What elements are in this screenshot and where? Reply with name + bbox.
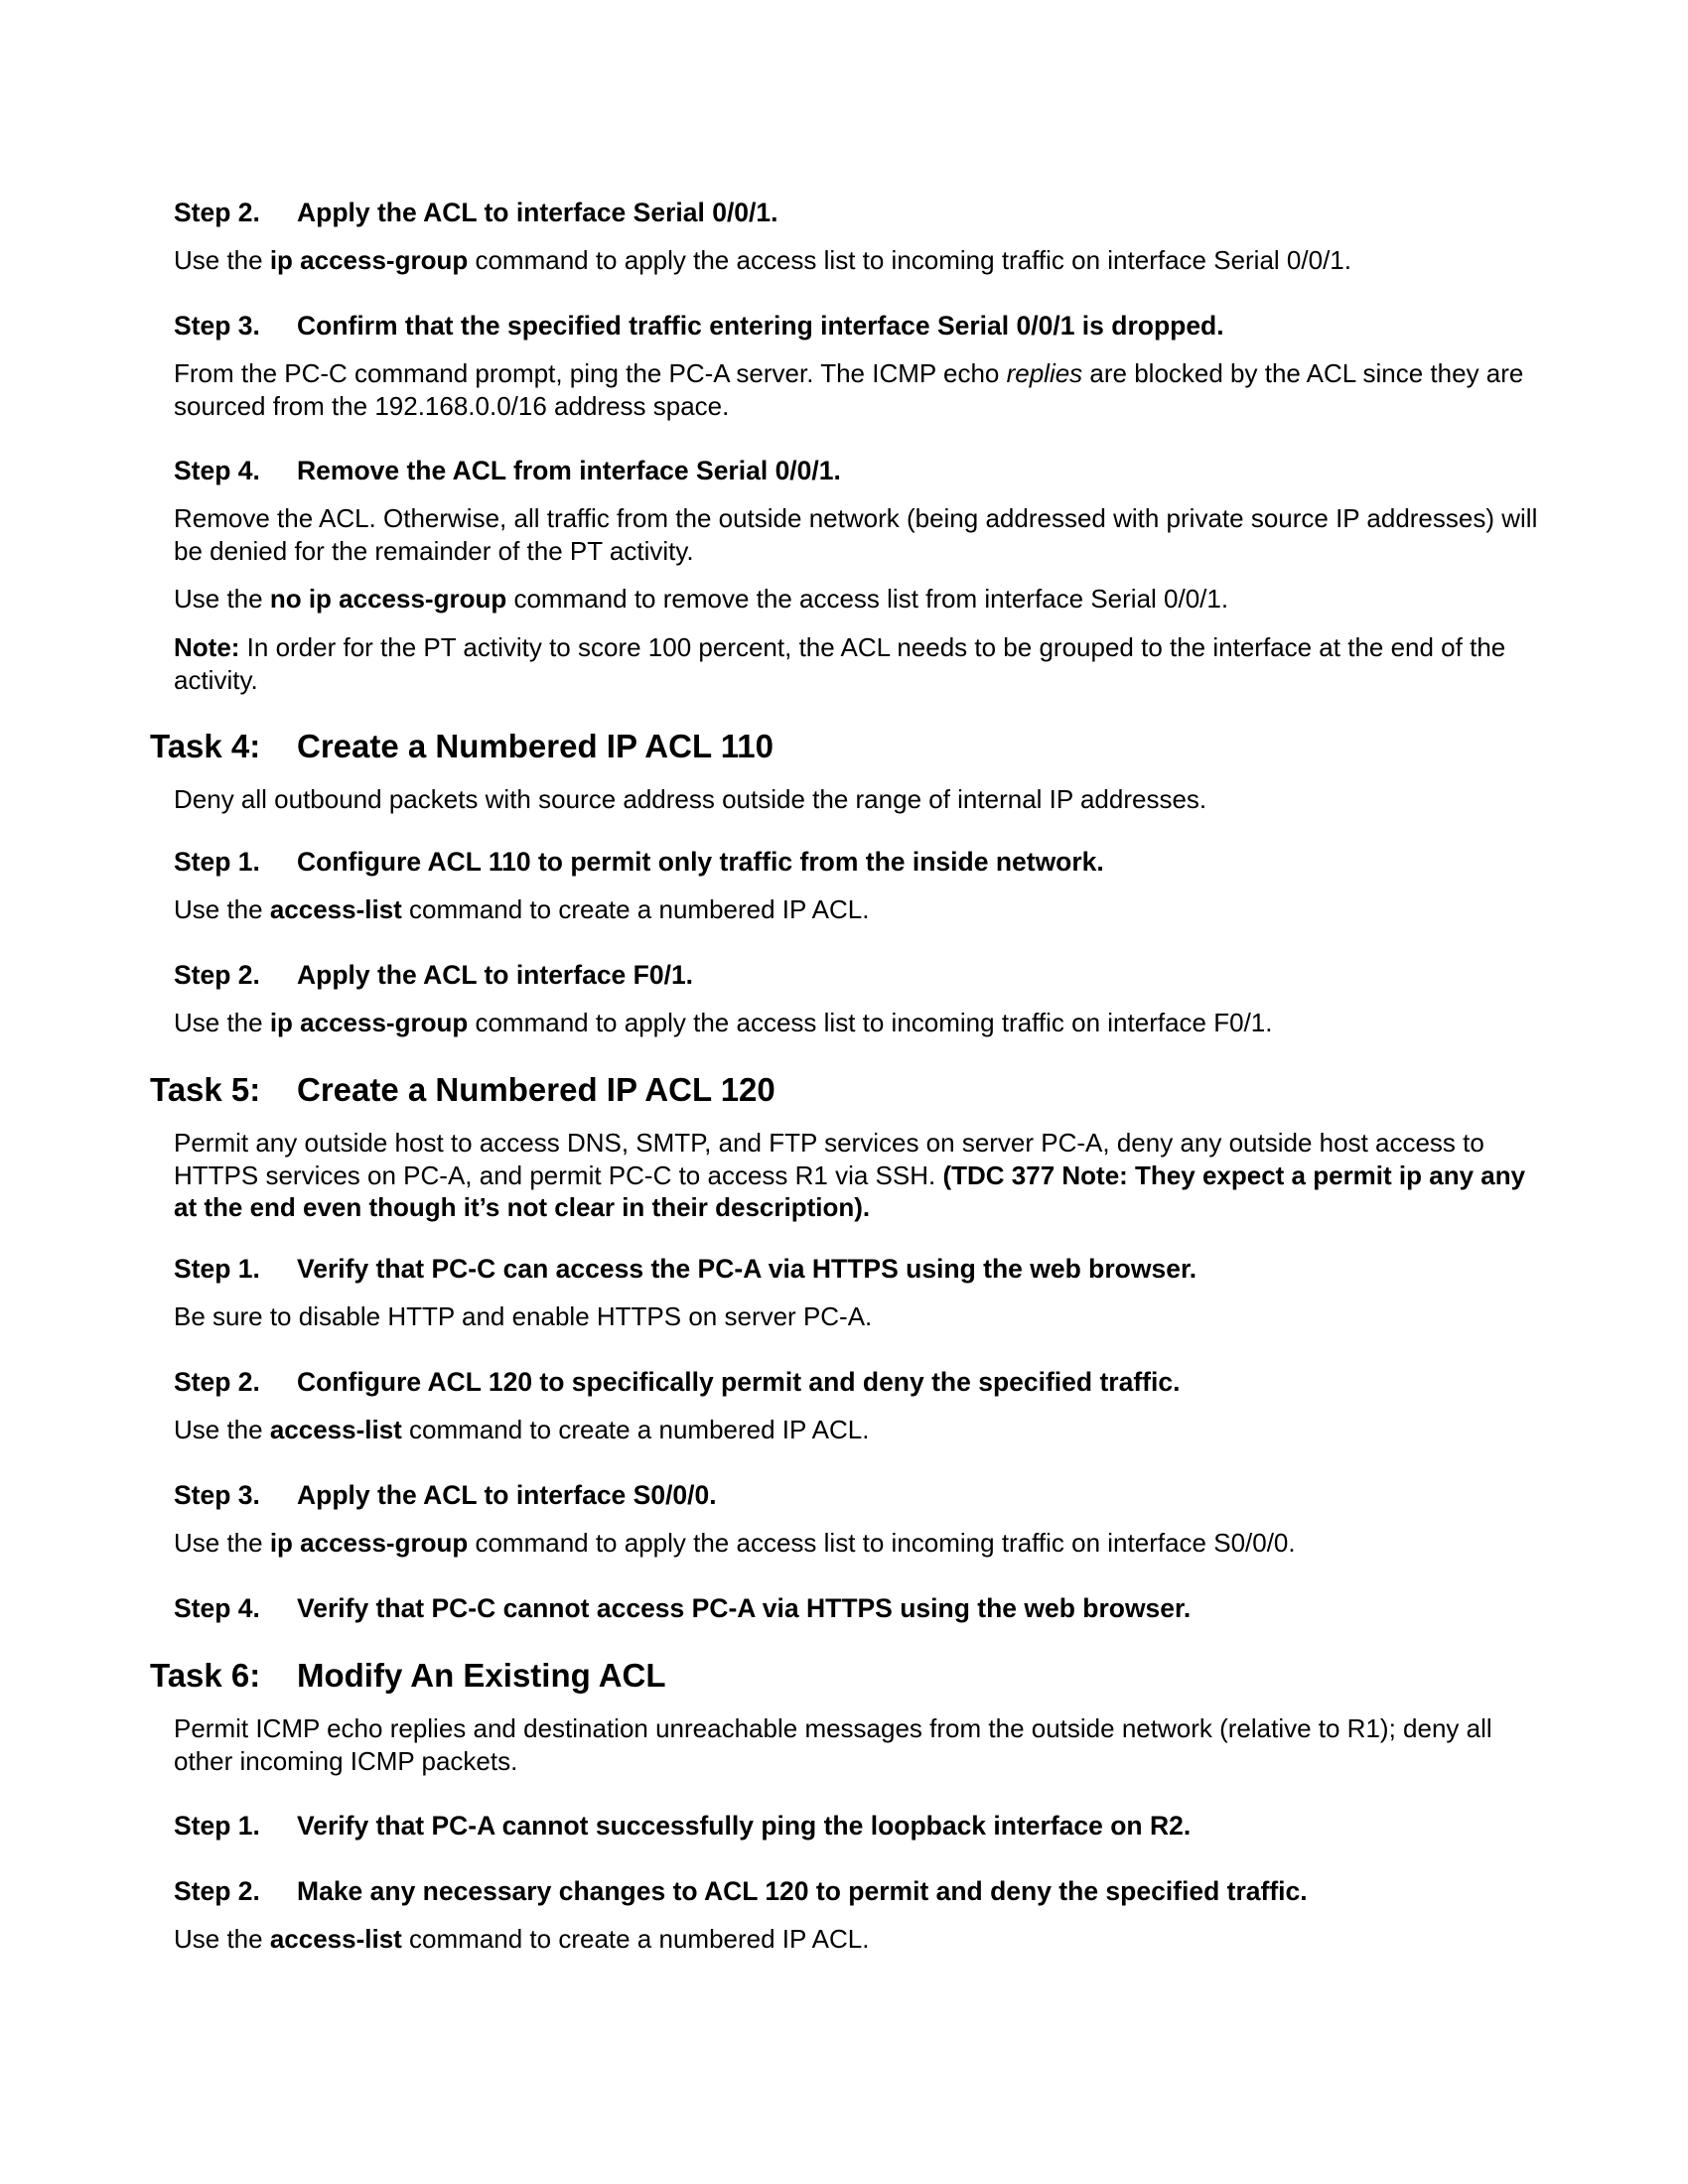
step-paragraph: Use the access-list command to create a numbered IP ACL. xyxy=(174,1415,870,1444)
step-paragraph: Use the access-list command to create a numbered IP ACL. xyxy=(174,1924,870,1954)
step-title: Verify that PC-C can access the PC-A via HTTPS using the web browser. xyxy=(297,1254,1197,1284)
step-title: Verify that PC-A cannot successfully ping the loopback interface on R2. xyxy=(297,1811,1192,1841)
command-name: no ip access-group xyxy=(269,584,507,614)
step-heading xyxy=(174,959,1544,991)
step-paragraph: Use the ip access-group command to apply the access list to incoming traffic on interface Serial 0/0/1. xyxy=(174,245,1351,275)
note-label: Note: xyxy=(174,632,240,662)
step-title: Apply the ACL to interface S0/0/0. xyxy=(297,1480,717,1510)
step-paragraph: From the PC-C command prompt, ping the PC-A server. The ICMP echo replies are blocked by the ACL since they are sourced from the 192.168.0.0/16 address space. xyxy=(174,358,1524,421)
step-number: Step 2. xyxy=(174,1876,260,1906)
command-name: ip access-group xyxy=(269,1008,469,1037)
step-title: Remove the ACL from interface Serial 0/0/1. xyxy=(297,456,841,485)
step-heading xyxy=(174,1810,1544,1842)
task-intro: Permit any outside host to access DNS, SMTP, and FTP services on server PC-A, deny any outside host access to HTTPS services on PC-A, and permit PC-C to access R1 via SSH. (TDC 377 Note: They expect a permit ip any any at the end even though it’s not clear in their description). xyxy=(174,1128,1526,1222)
step-heading xyxy=(174,1366,1544,1398)
step-number: Step 3. xyxy=(174,311,260,341)
step-heading xyxy=(174,1253,1544,1285)
task-intro: Deny all outbound packets with source address outside the range of internal IP addresses. xyxy=(174,784,1207,814)
task-heading xyxy=(150,1070,775,1110)
instructor-note: (TDC 377 Note: They expect a permit ip any any at the end even though it’s not clear in their description). xyxy=(174,1160,1526,1222)
task-number: Task 5: xyxy=(150,1071,261,1108)
step-paragraph: Use the no ip access-group command to remove the access list from interface Serial 0/0/1. xyxy=(174,584,1229,614)
command-name: ip access-group xyxy=(269,245,469,275)
step-paragraph: Use the ip access-group command to apply the access list to incoming traffic on interface S0/0/0. xyxy=(174,1528,1296,1558)
task-title: Create a Numbered IP ACL 120 xyxy=(297,1071,775,1108)
step-title: Confirm that the specified traffic entering interface Serial 0/0/1 is dropped. xyxy=(297,311,1224,341)
step-heading xyxy=(174,846,1544,878)
step-title: Configure ACL 110 to permit only traffic from the inside network. xyxy=(297,847,1104,877)
step-number: Step 2. xyxy=(174,198,260,227)
step-heading xyxy=(174,1875,1544,1907)
step-number: Step 2. xyxy=(174,1367,260,1397)
step-title: Make any necessary changes to ACL 120 to permit and deny the specified traffic. xyxy=(297,1876,1308,1906)
step-paragraph: Remove the ACL. Otherwise, all traffic from the outside network (being addressed with private source IP addresses) will be denied for the remainder of the PT activity. xyxy=(174,503,1538,566)
step-heading xyxy=(174,1592,1544,1624)
step-number: Step 1. xyxy=(174,1254,260,1284)
task-number: Task 4: xyxy=(150,728,261,764)
step-paragraph: Use the access-list command to create a numbered IP ACL. xyxy=(174,894,870,924)
step-title: Configure ACL 120 to specifically permit and deny the specified traffic. xyxy=(297,1367,1181,1397)
step-heading xyxy=(174,455,1544,486)
task-title: Create a Numbered IP ACL 110 xyxy=(297,728,774,764)
step-heading xyxy=(174,1479,1544,1511)
emphasis: replies xyxy=(1006,358,1083,388)
note-paragraph: Note: In order for the PT activity to score 100 percent, the ACL needs to be grouped to the interface at the end of the activity. xyxy=(174,632,1506,695)
step-paragraph: Use the ip access-group command to apply the access list to incoming traffic on interface F0/1. xyxy=(174,1008,1273,1037)
task-heading xyxy=(150,1656,666,1696)
step-heading xyxy=(174,310,1544,341)
step-number: Step 4. xyxy=(174,456,260,485)
task-title: Modify An Existing ACL xyxy=(297,1657,666,1694)
step-paragraph: Be sure to disable HTTP and enable HTTPS on server PC-A. xyxy=(174,1301,873,1331)
task-heading xyxy=(150,727,774,766)
step-number: Step 2. xyxy=(174,960,260,990)
command-name: access-list xyxy=(269,1924,402,1954)
step-number: Step 1. xyxy=(174,847,260,877)
task-intro: Permit ICMP echo replies and destination unreachable messages from the outside network (relative to R1); deny all other incoming ICMP packets. xyxy=(174,1713,1492,1776)
command-name: access-list xyxy=(269,894,402,924)
step-title: Verify that PC-C cannot access PC-A via HTTPS using the web browser. xyxy=(297,1593,1192,1623)
step-heading xyxy=(174,197,1544,228)
step-number: Step 3. xyxy=(174,1480,260,1510)
step-number: Step 1. xyxy=(174,1811,260,1841)
command-name: ip access-group xyxy=(269,1528,469,1558)
step-title: Apply the ACL to interface Serial 0/0/1. xyxy=(297,198,778,227)
task-number: Task 6: xyxy=(150,1657,261,1694)
step-title: Apply the ACL to interface F0/1. xyxy=(297,960,694,990)
command-name: access-list xyxy=(269,1415,402,1444)
step-number: Step 4. xyxy=(174,1593,260,1623)
